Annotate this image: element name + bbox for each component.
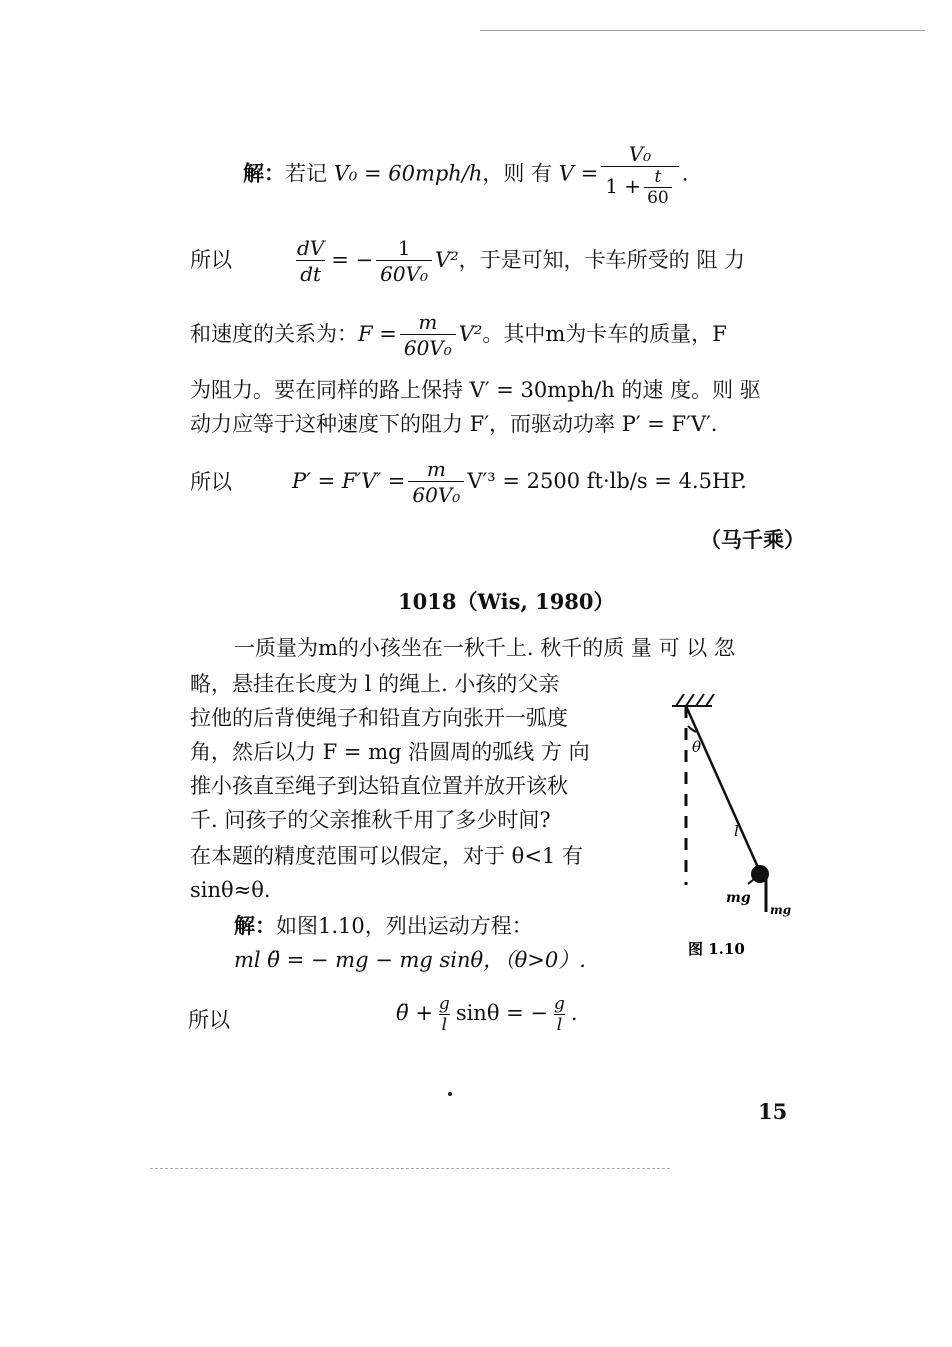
solution-line-5-label: 所以 xyxy=(190,470,232,494)
stray-dot xyxy=(448,1092,452,1096)
fraction-v: V₀ 1 + $\frac{t}{60}$ xyxy=(601,142,678,208)
page-number: 15 xyxy=(758,1099,788,1124)
solution-line-3: 和速度的关系为：F = $\frac{m}{\text{60V₀}}$ V²。其中m为卡车的质量，F xyxy=(190,310,727,360)
problem-line-6: 千. 问孩子的父亲推秋千用了多少时间? xyxy=(190,808,551,832)
solution-line-4a: 为阻力。要在同样的路上保持 V′ = 30mph/h 的速 度。则 驱 xyxy=(190,378,761,402)
last-line-label: 所以 xyxy=(188,1008,230,1032)
rope-line xyxy=(686,706,760,872)
ceiling-hatch xyxy=(672,694,714,706)
problem-line-5: 推小孩直至绳子到达铅直位置并放开该秋 xyxy=(190,774,568,798)
figure-caption: 图 1.10 xyxy=(688,940,745,958)
problem-line-8: sinθ≈θ. xyxy=(190,878,271,902)
theta-label: θ xyxy=(692,738,702,756)
solution-2-line: 解：如图1.10，列出运动方程： xyxy=(234,913,533,938)
problem-line-1: 一质量为m的小孩坐在一秋千上. 秋千的质 量 可 以 忽 xyxy=(234,636,735,660)
author-credit: （马千乘） xyxy=(700,527,805,552)
length-label: l xyxy=(734,822,739,840)
problem-heading: 1018（Wis, 1980） xyxy=(398,589,615,614)
footer-rule xyxy=(150,1168,670,1169)
mg-label-left: mg xyxy=(726,890,751,906)
problem-line-7: 在本题的精度范围可以假定，对于 θ<1 有 xyxy=(190,844,583,868)
problem-line-3: 拉他的后背使绳子和铅直方向张开一弧度 xyxy=(190,706,568,730)
equation-theta: θ̈ + $\frac{g}{l}$ sinθ = − $\frac{g}{l}$ . xyxy=(396,994,578,1035)
swing-figure xyxy=(650,680,850,970)
problem-line-4: 角，然后以力 F = mg 沿圆周的弧线 方 向 xyxy=(190,740,590,764)
solution-line-2: 所以 xyxy=(190,248,232,272)
solution-line-4b: 动力应等于这种速度下的阻力 F′，而驱动功率 P′ = F′V′. xyxy=(190,412,718,436)
mg-label-right: mg xyxy=(770,903,792,917)
problem-line-2: 略，悬挂在长度为 l 的绳上. 小孩的父亲 xyxy=(190,672,560,696)
solution-label: 解： xyxy=(243,160,285,186)
equation-of-motion: ml θ̈ = − mg − mg sinθ，（θ>0）. xyxy=(234,948,586,972)
equation-dv-dt: $\frac{dV}{dt}$ = − $\frac{1}{\text{60V₀}}$ V²，于是可知，卡车所受的 阻 力 xyxy=(297,236,745,286)
equation-power: P′ = F′V′ = $\frac{m}{\text{60V₀}}$ V′³ = 2500 ft·lb/s = 4.5HP. xyxy=(292,457,747,507)
header-rule xyxy=(480,30,925,31)
solution-line-1: 解：若记 V₀ = 60mph/h，则 有 V = V₀ 1 + $\frac{t}{60}$ . xyxy=(243,142,689,208)
